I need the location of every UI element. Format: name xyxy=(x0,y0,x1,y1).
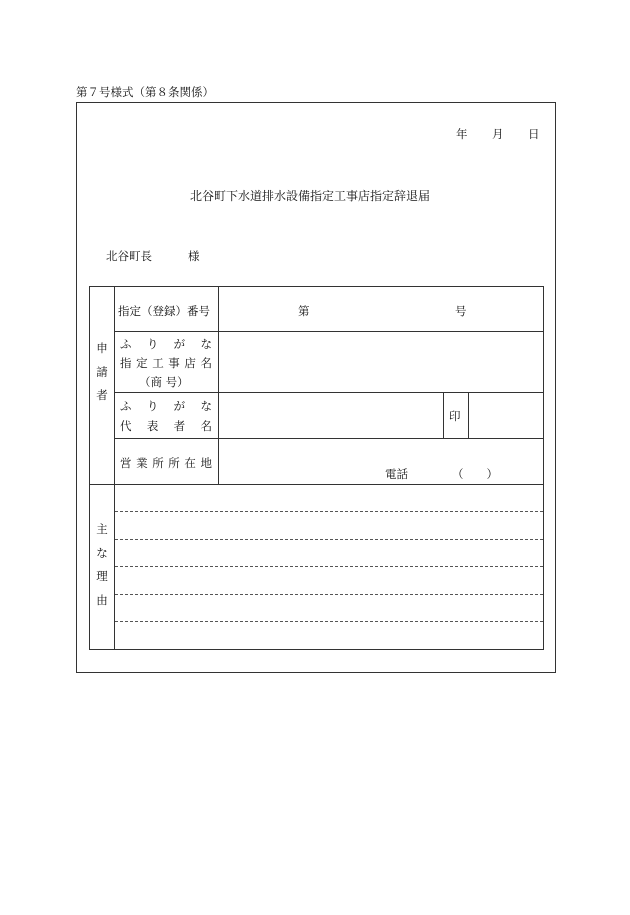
date-year: 年 xyxy=(456,127,468,141)
section-divider-line xyxy=(89,484,544,485)
date-month: 月 xyxy=(492,127,504,141)
seal-mark: 印 xyxy=(449,409,461,423)
table-top-line xyxy=(89,286,544,287)
store-trade-label: （商 号） xyxy=(139,375,189,389)
reason-ruled-line xyxy=(115,594,543,595)
reason-ruled-line xyxy=(115,511,543,512)
rep-furigana-label: ふ り が な xyxy=(120,399,212,413)
label-column-line xyxy=(218,286,219,484)
reason-ruled-line xyxy=(115,539,543,540)
designation-prefix: 第 xyxy=(298,304,310,318)
table-bottom-line xyxy=(89,649,544,650)
seal-left-line xyxy=(443,392,444,438)
side-column-line xyxy=(114,286,115,650)
office-address-label: 営 業 所 所 在 地 xyxy=(120,456,212,470)
form-number: 第７号様式（第８条関係） xyxy=(76,85,214,99)
reason-side-label: 主 な 理 由 xyxy=(96,522,108,607)
row-line-3 xyxy=(114,438,544,439)
date-day: 日 xyxy=(528,127,540,141)
store-name-label: 指 定 工 事 店 名 xyxy=(120,356,212,370)
addressee-honorific: 様 xyxy=(188,249,200,263)
designation-label: 指定（登録）番号 xyxy=(118,304,210,318)
row-line-2 xyxy=(114,392,544,393)
rep-name-label: 代 表 者 名 xyxy=(120,419,212,433)
row-line-1 xyxy=(114,331,544,332)
applicant-side-label: 申 請 者 xyxy=(96,341,108,402)
reason-ruled-line xyxy=(115,621,543,622)
seal-right-line xyxy=(468,392,469,438)
designation-suffix: 号 xyxy=(455,304,467,318)
store-furigana-label: ふ り が な xyxy=(120,337,212,351)
phone-label: 電話 xyxy=(385,467,408,481)
table-right-line xyxy=(543,286,544,650)
addressee-name: 北谷町長 xyxy=(106,249,152,263)
document-title: 北谷町下水道排水設備指定工事店指定辞退届 xyxy=(190,189,431,203)
reason-ruled-line xyxy=(115,566,543,567)
phone-parentheses: （ ） xyxy=(452,467,498,481)
